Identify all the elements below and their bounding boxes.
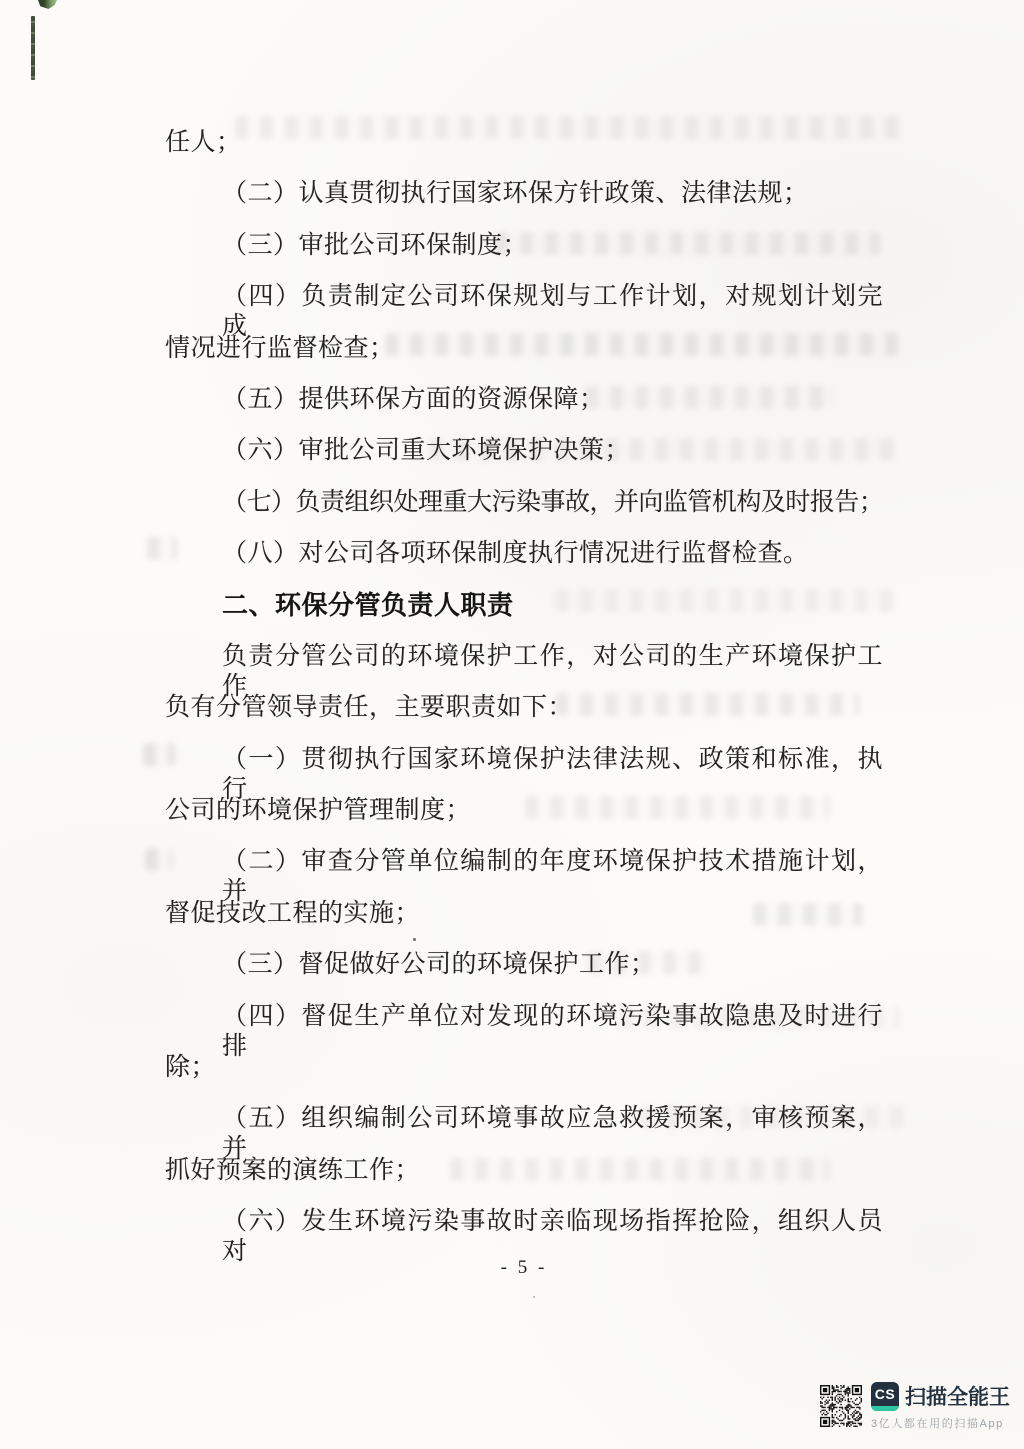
page-number: - 5 - xyxy=(500,1257,548,1278)
text-line: 督促技改工程的实施； xyxy=(165,899,421,927)
scan-artifact-left-strip xyxy=(31,16,35,80)
scan-speck xyxy=(533,1296,535,1298)
text-line: （四）督促生产单位对发现的环境污染事故隐患及时进行排 xyxy=(222,1002,883,1060)
text-line: （四）负责制定公司环保规划与工作计划，对规划计划完成 xyxy=(222,283,883,341)
text-line: 负有分管领导责任，主要职责如下： xyxy=(165,694,574,722)
camscanner-logo-text: CS xyxy=(874,1386,896,1402)
text-line: （六）审批公司重大环境保护决策； xyxy=(222,437,631,465)
text-line: （二）审查分管单位编制的年度环境保护技术措施计划，并 xyxy=(222,848,883,906)
text-line: （二）认真贯彻执行国家环保方针政策、法律法规； xyxy=(222,180,809,208)
text-line: （八）对公司各项环保制度执行情况进行监督检查。 xyxy=(222,540,809,568)
text-line: 除； xyxy=(165,1054,217,1082)
text-line: （一）贯彻执行国家环境保护法律法规、政策和标准，执行 xyxy=(222,745,883,803)
qr-code-icon xyxy=(820,1381,862,1431)
text-line: 公司的环境保护管理制度； xyxy=(165,797,472,825)
camscanner-app-name: 扫描全能王 xyxy=(905,1386,1010,1409)
document-body xyxy=(165,128,883,1266)
text-line: （五）提供环保方面的资源保障； xyxy=(222,385,605,413)
text-line: （三）审批公司环保制度； xyxy=(222,231,529,259)
text-line: （七）负责组织处理重大污染事故，并向监管机构及时报告； xyxy=(222,488,883,516)
text-line: （六）发生环境污染事故时亲临现场指挥抢险，组织人员对 xyxy=(222,1208,883,1266)
text-line: （五）组织编制公司环境事故应急救援预案，审核预案，并 xyxy=(222,1105,883,1163)
section-heading: 二、环保分管负责人职责 xyxy=(222,590,514,620)
scan-artifact-top-left xyxy=(38,0,57,9)
text-line: 抓好预案的演练工作； xyxy=(165,1156,421,1184)
camscanner-watermark xyxy=(820,1381,1010,1433)
text-line: 任人； xyxy=(165,129,242,156)
camscanner-tagline: 3亿人都在用的扫描App xyxy=(871,1418,1004,1430)
text-line: （三）督促做好公司的环境保护工作； xyxy=(222,951,656,979)
camscanner-logo-icon xyxy=(871,1382,899,1411)
text-line: 情况进行监督检查； xyxy=(165,334,395,362)
text-line: 负责分管公司的环境保护工作，对公司的生产环境保护工作 xyxy=(222,642,883,700)
